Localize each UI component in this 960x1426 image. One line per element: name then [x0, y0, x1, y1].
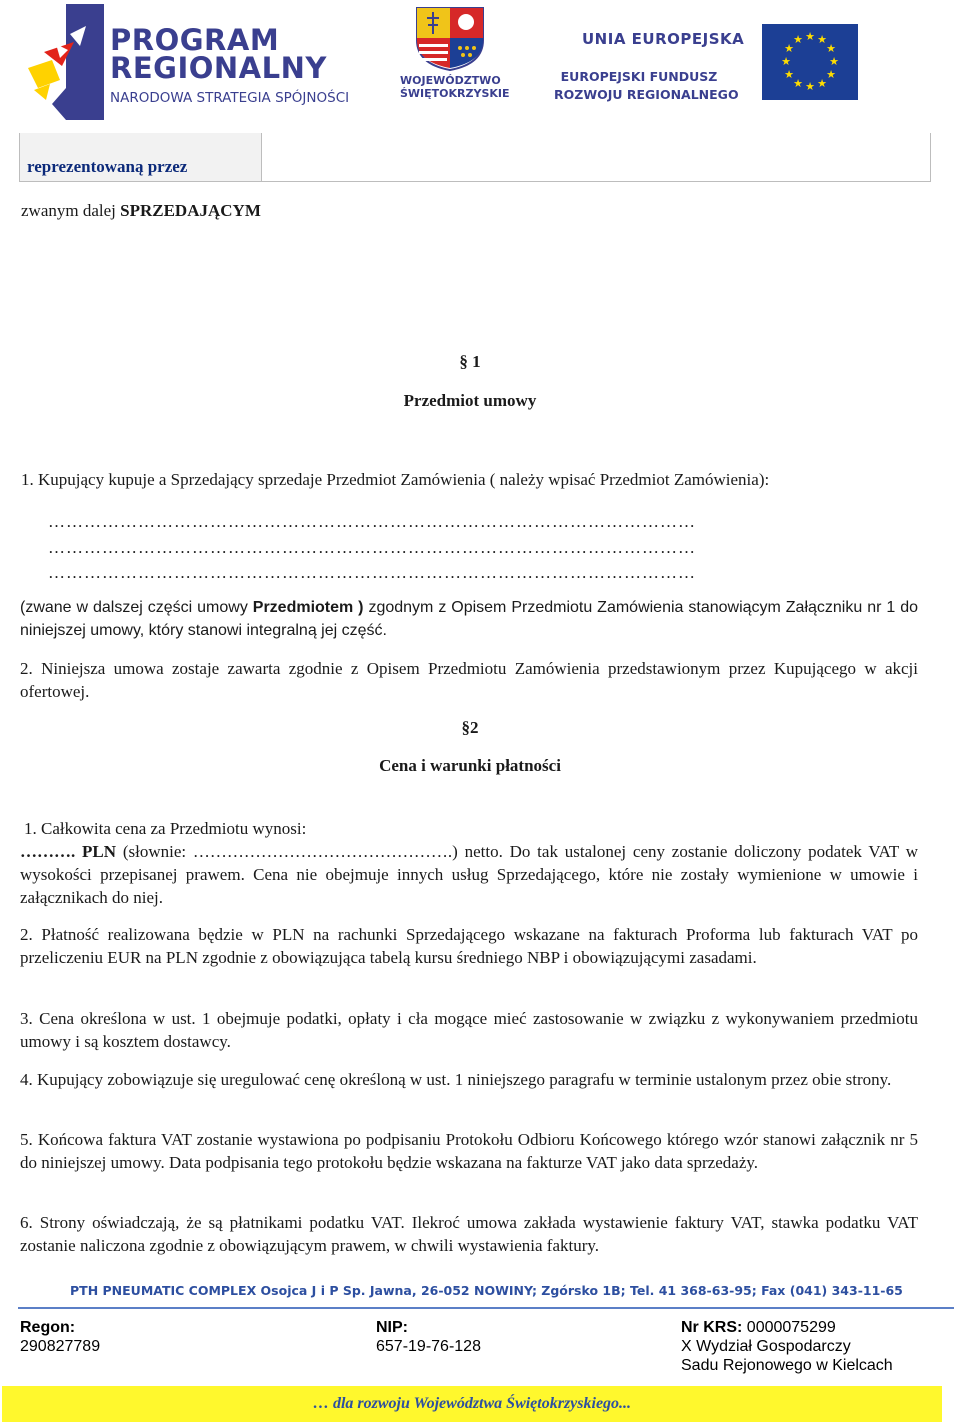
dots-line-1: ……………………………………………………………………………………………… [48, 512, 696, 531]
program-title [110, 23, 327, 85]
regon-value: 290827789 [20, 1338, 101, 1355]
nip-label: NIP: [376, 1319, 408, 1336]
section2-paragraph1-heading: 1. Całkowita cena za Przedmiotu wynosi: [24, 819, 307, 838]
region-name-line1: WOJEWÓDZTWO [400, 74, 501, 87]
krs-line [681, 1318, 893, 1337]
paragraph1b-rest: zgodnym z Opisem Przedmiotu Zamówienia stanowiącym Załączniku nr 1 do niniejszej umowy, który stanowi integralną jej część. [20, 599, 919, 639]
svg-text:★: ★ [793, 33, 803, 46]
court-line1: X Wydział Gospodarczy [681, 1338, 851, 1355]
svg-text:★: ★ [784, 68, 794, 81]
section2-paragraph6: 6. Strony oświadczają, że są płatnikami podatku VAT. Ilekroć umowa zakłada wystawienie faktury VAT, stawka podatku VAT zostanie naliczona zgodnie z obowiązującym prawem, w chwili wystawienia faktury. [20, 1213, 918, 1255]
svg-text:★: ★ [805, 30, 815, 43]
section1-paragraph2: 2. Niniejsza umowa zostaje zawarta zgodnie z Opisem Przedmiotu Zamówienia przedstawionym przez Kupującego w akcji ofertowej. [20, 659, 918, 701]
program-regionalny-logo [26, 4, 371, 120]
seller-line-prefix: zwanym dalej [21, 201, 121, 220]
company-info: PTH PNEUMATIC COMPLEX Osojca J i P Sp. Jawna, 26-052 NOWINY; Zgórsko 1B; Tel. 41 368-63-95; Fax (041) 343-11-65 [70, 1283, 903, 1298]
price-amount: ………. PLN [20, 842, 117, 861]
eu-title: UNIA EUROPEJSKA [582, 30, 745, 48]
section2-title: Cena i warunki płatności [379, 756, 561, 775]
represented-by-label: reprezentowaną przez [27, 157, 188, 176]
slogan-bar [2, 1386, 942, 1422]
program-subtitle: NARODOWA STRATEGIA SPÓJNOŚCI [110, 90, 350, 106]
section2-paragraph4: 4. Kupujący zobowiązuje się uregulować cenę określoną w ust. 1 niniejszego paragrafu w terminie ustalonym przez obie strony. [20, 1070, 892, 1089]
dots-line-3: ……………………………………………………………………………………………… [48, 563, 696, 582]
eu-fund-line1: EUROPEJSKI FUNDUSZ [560, 69, 718, 84]
eu-fund-line2: ROZWOJU REGIONALNEGO [554, 87, 739, 102]
nip-value: 657-19-76-128 [376, 1338, 481, 1355]
region-name-line2: ŚWIĘTOKRZYSKIE [400, 87, 510, 100]
svg-text:★: ★ [829, 55, 839, 68]
court-line2: Sadu Rejonowego w Kielcach [681, 1357, 893, 1374]
section2-mark: §2 [461, 718, 479, 737]
eu-logo [552, 24, 862, 104]
party-table-label-cell [20, 133, 262, 181]
nip-block [376, 1318, 481, 1356]
wojewodztwo-logo [400, 6, 510, 106]
program-title-line1: PROGRAM [110, 23, 280, 57]
program-regionalny-mark-icon [26, 4, 104, 120]
header-logos [0, 0, 960, 125]
slogan-text: … dla rozwoju Województwa Świętokrzyskiego... [312, 1395, 632, 1412]
section2-paragraph5: 5. Końcowa faktura VAT zostanie wystawiona po podpisaniu Protokołu Odbioru Końcowego którego wzór stanowi załącznik nr 5 do niniejszej umowy. Data podpisania tego protokołu będzie wskazana na fakturze VAT jako data sprzedaży. [20, 1130, 918, 1172]
section2-paragraph3: 3. Cena określona w ust. 1 obejmuje podatki, opłaty i cła mogące mieć zastosowanie w związku z wykonywaniem przedmiotu umowy i są kosztem dostawcy. [20, 1009, 918, 1051]
regon-block [20, 1318, 100, 1356]
price-words: (słownie: ……………………………………….) netto. Do tak ustalonej ceny zostanie doliczony podatek VAT w wysokości przepisanej prawem. Cena nie obejmuje innych usług Sprzedającego, które nie zostały wymienione w umowie i załącznikach do niej. [20, 842, 919, 907]
svg-text:★: ★ [826, 68, 836, 81]
svg-text:★: ★ [817, 77, 827, 90]
krs-value: 0000075299 [742, 1319, 836, 1336]
section2-paragraph2: 2. Płatność realizowana będzie w PLN na rachunki Sprzedającego wskazane na fakturach Proforma lub fakturach VAT po przeliczeniu EUR na PLN zgodnie z obowiązująca tabelą kursu średniego NBP i obowiązującymi zasadami. [20, 925, 918, 967]
coat-of-arms-icon [415, 6, 485, 72]
svg-text:★: ★ [793, 77, 803, 90]
seller-line [21, 199, 261, 222]
section2-paragraph1 [20, 840, 918, 909]
eu-fund-name [554, 68, 739, 104]
svg-text:★: ★ [805, 80, 815, 93]
region-name [400, 74, 510, 100]
section1-paragraph1b [20, 596, 918, 642]
section1-paragraph1: 1. Kupujący kupuje a Sprzedający sprzedaje Przedmiot Zamówienia ( należy wpisać Przedmiot Zamówienia): [21, 470, 770, 489]
krs-block [681, 1318, 893, 1375]
svg-text:★: ★ [826, 42, 836, 55]
section1-mark: § 1 [459, 352, 481, 371]
seller-name: SPRZEDAJĄCYM [120, 201, 261, 220]
svg-text:★: ★ [784, 42, 794, 55]
krs-label: Nr KRS: [681, 1319, 743, 1336]
party-table [19, 133, 931, 182]
regon-label: Regon: [20, 1319, 76, 1336]
dots-line-2: ……………………………………………………………………………………………… [48, 538, 696, 557]
paragraph1b-bold: Przedmiotem ) [252, 599, 364, 616]
eu-flag-icon [762, 24, 858, 100]
footer-divider [18, 1307, 954, 1309]
svg-text:★: ★ [781, 55, 791, 68]
paragraph1b-prefix: (zwane w dalszej części umowy [20, 599, 253, 616]
program-title-line2: REGIONALNY [110, 51, 327, 85]
svg-text:★: ★ [817, 33, 827, 46]
section1-title: Przedmiot umowy [403, 391, 537, 410]
